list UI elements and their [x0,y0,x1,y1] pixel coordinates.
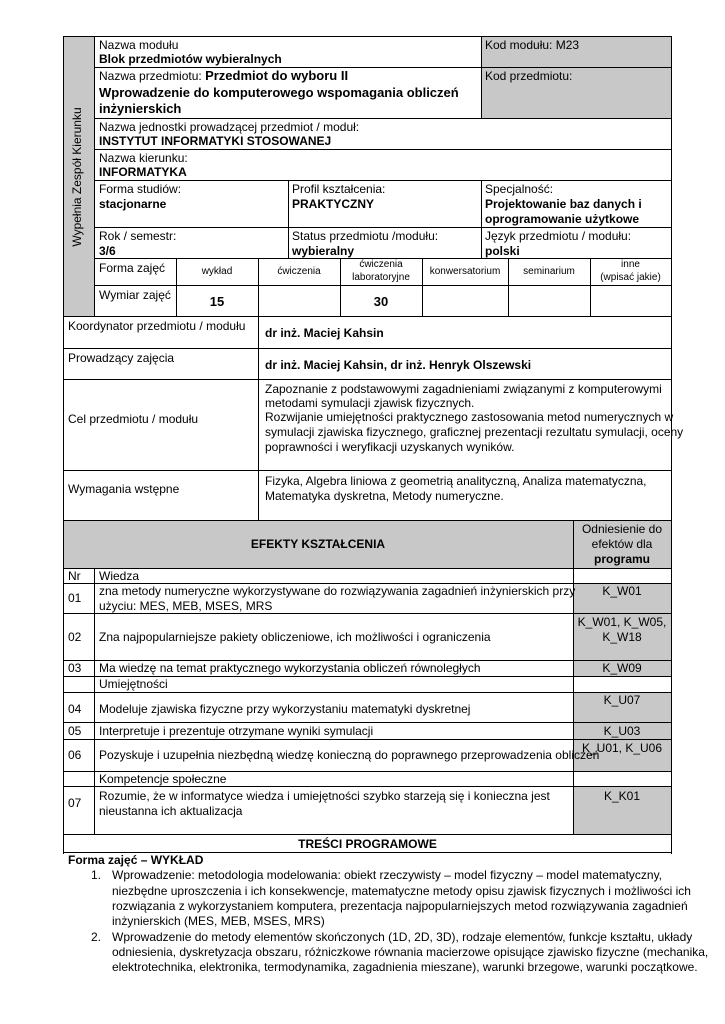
class-type-conversation: konwersatorium [429,266,501,277]
subject-name-value-3: inżynierskich [99,101,182,116]
study-form-label: Forma studiów: [99,182,182,196]
outcome-ref-01: K_W01 [602,584,642,598]
content-title: TREŚCI PROGRAMOWE [298,837,437,851]
status-value: wybieralny [292,244,355,258]
goal-line-1: Zapoznanie z podstawowymi zagadnieniami związanymi z komputerowymi [265,382,662,396]
content-item-2-line-1: Wprowadzenie do metody elementów skończonych (1D, 2D, 3D), rodzaje elementów, funkcje kształtu, układy [112,930,693,944]
outcome-text-04: Modeluje zjawiska fizyczne przy wykorzystaniu matematyki dyskretnej [99,702,471,716]
outcomes-ref-3: programu [593,552,650,566]
coordinator-value: dr inż. Maciej Kahsin [265,326,384,340]
class-type-other-1: inne [621,259,640,270]
goal-line-3: Rozwijanie umiejętności praktycznego zastosowania metod numerycznych w [265,410,674,424]
outcome-nr-02: 02 [68,630,82,644]
module-code [485,38,579,52]
outcome-nr-04: 04 [68,702,82,716]
outcome-ref-02a: K_W01, K_W05, [577,615,667,629]
outcome-ref-03: K_W09 [602,661,642,675]
content-item-1-line-1: Wprowadzenie: metodologia modelowania: obiekt rzeczywisty – model fizyczny – model matematyczny, [112,868,663,882]
subject-name-label: Nazwa przedmiotu: [99,69,202,83]
outcome-ref-02b: K_W18 [602,630,642,644]
outcome-text-05: Interpretuje i prezentuje otrzymane wyniki symulacji [99,724,374,738]
outcome-text-07a: Rozumie, że w informatyce wiedza i umiejętności szybko starzeją się i konieczna jest [99,789,550,803]
unit-label: Nazwa jednostki prowadzącej przedmiot / moduł: [99,120,360,134]
skills-label: Umiejętności [99,677,168,691]
language-label: Język przedmiotu / modułu: [485,229,632,243]
class-hours-label: Wymiar zajęć [99,288,171,302]
field-value: INFORMATYKA [99,165,187,179]
content-item-1-num: 1. [91,868,102,882]
unit-value: INSTYTUT INFORMATYKI STOSOWANEJ [99,134,332,148]
class-type-other-2: (wpisać jakie) [600,272,661,283]
requirements-line-2: Matematyka dyskretna, Metody numeryczne. [265,489,504,503]
language-value: polski [485,244,520,258]
subject-name [99,69,348,83]
class-type-lecture: wykład [201,266,233,277]
content-item-2-line-2: odniesienia, dyskretyzacja obszaru, różniczkowe równania macierzowe opisujące zjawisko fizyczne (mechanika, [112,945,709,959]
subject-name-value-2: Wprowadzenie do komputerowego wspomagania obliczeń [99,85,459,100]
profile-value: PRAKTYCZNY [292,197,375,211]
subject-name-value-1: Przedmiot do wyboru II [205,68,349,83]
content-item-2-num: 2. [91,930,102,944]
lecturers-label: Prowadzący zajęcia [68,351,175,365]
goal-line-4: symulacji zjawiska fizycznego, graficznej prezentacji rezultatu symulacji, oceny [265,425,684,439]
goal-label: Cel przedmiotu / modułu [68,412,199,426]
content-item-2-line-3: elektrotechnika, elektronika, termodynamika, zagadnienia mieszane), warunki brzegowe, warunki początkowe. [112,960,698,974]
year-label: Rok / semestr: [99,229,177,243]
goal-line-2: metodami symulacji zjawisk fizycznych. [265,396,475,410]
outcome-ref-05: K_U03 [603,724,641,738]
class-type-lab-1: ćwiczenia [359,259,403,270]
class-type-exercises: ćwiczenia [277,266,321,277]
outcome-nr-03: 03 [68,661,82,675]
social-label: Kompetencje społeczne [99,772,227,786]
requirements-line-1: Fizyka, Algebra liniowa z geometrią analityczną, Analiza matematyczna, [265,474,647,488]
outcome-nr-07: 07 [68,796,82,810]
coordinator-label: Koordynator przedmiotu / modułu [68,319,246,333]
module-code-value: M23 [555,38,580,52]
class-type-seminar: seminarium [523,266,575,277]
field-label: Nazwa kierunku: [99,151,188,165]
outcomes-title: EFEKTY KSZTAŁCENIA [250,537,386,551]
specialty-value-2: oprogramowanie użytkowe [485,212,640,226]
outcome-nr-01: 01 [68,591,82,605]
outcome-text-07b: nieustanna ich aktualizacja [99,804,243,818]
class-form-label: Forma zajęć [99,261,166,275]
outcome-ref-06: K_U01, K_U06 [581,741,663,755]
nr-label: Nr [68,569,81,583]
module-name-value: Blok przedmiotów wybieralnych [99,52,282,66]
outcome-nr-05: 05 [68,724,82,738]
module-code-label: Kod modułu: [485,38,553,52]
content-form-label: Forma zajęć – WYKŁAD [68,853,204,867]
hours-lecture: 15 [209,294,225,309]
study-form-value: stacjonarne [99,197,167,211]
lecturers-value: dr inż. Maciej Kahsin, dr inż. Henryk Olszewski [265,358,532,372]
subject-code-label: Kod przedmiotu: [485,69,573,83]
outcome-ref-07: K_K01 [603,789,641,803]
outcomes-ref-1: Odniesienie do [581,522,663,536]
content-item-1-line-3: rozwiązania z wykorzystaniem komputera, prezentacja najpopularniejszych metod rozwiązywania zagadnień [112,899,688,913]
goal-line-5: poprawności i weryfikacji uzyskanych wyników. [265,440,515,454]
outcome-text-01a: zna metody numeryczne wykorzystywane do rozwiązywania zagadnień inżynierskich przy [99,584,576,598]
profile-label: Profil kształcenia: [292,182,386,196]
specialty-value-1: Projektowanie baz danych i [485,197,642,211]
knowledge-label: Wiedza [99,569,140,583]
outcomes-ref-2: efektów dla [591,537,653,551]
outcome-text-03: Ma wiedzę na temat praktycznego wykorzystania obliczeń równoległych [99,661,481,675]
class-type-lab-2: laboratoryjne [352,272,410,283]
year-value: 3/6 [99,244,116,258]
outcome-text-06: Pozyskuje i uzupełnia niezbędną wiedzę konieczną do poprawnego przeprowadzenia obliczeń [99,748,600,762]
content-item-1-line-2: niezbędne uproszczenia i ich konsekwencje, matematyczne metody opisu zjawisk fizycznych i możliwości ich [112,884,691,898]
requirements-label: Wymagania wstępne [68,482,180,496]
status-label: Status przedmiotu /modułu: [292,229,439,243]
outcome-ref-04: K_U07 [603,693,641,707]
outcome-text-02: Zna najpopularniejsze pakiety obliczeniowe, ich możliwości i ograniczenia [99,630,491,644]
outcome-text-01b: użyciu: MES, MEB, MSES, MRS [99,599,273,613]
module-name-label: Nazwa modułu [99,38,179,52]
side-label: Wypełnia Zespół Kierunku [70,107,84,247]
hours-lab: 30 [373,294,389,309]
specialty-label: Specjalność: [485,182,554,196]
content-item-1-line-4: inżynierskich (MES, MEB, MSES, MRS) [112,914,325,928]
outcome-nr-06: 06 [68,748,82,762]
